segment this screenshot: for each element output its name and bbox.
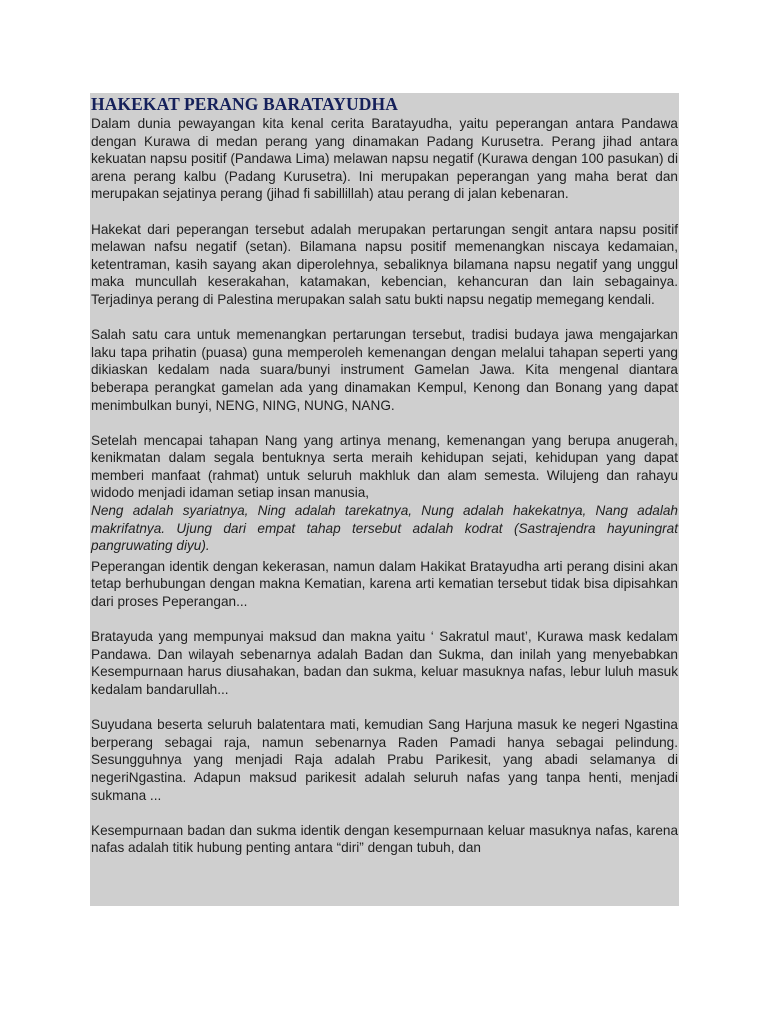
paragraph-hakekat: Hakekat dari peperangan tersebut adalah merupakan pertarungan sengit antara napsu positif melawan nafsu negatif (setan). Bilamana napsu positif memenangkan niscaya kedamaian, ketentraman, kasih sayang akan diperolehnya, sebaliknya bilamana napsu negatif yang unggul maka muncullah keserakahan, katamakan, kebencian, kehancuran dan lain sebagainya. Terjadinya perang di Palestina merupakan salah satu bukti napsu negatip memegang kendali. — [91, 221, 678, 307]
paragraph-neng-ning-nung-nang: Neng adalah syariatnya, Ning adalah tarekatnya, Nung adalah hakekatnya, Nang adalah makrifatnya. Ujung dari empat tahap tersebut adalah kodrat (Sastrajendra hayuningrat pangruwating diyu). — [91, 503, 678, 554]
paragraph-kesempurnaan: Kesempurnaan badan dan sukma identik dengan kesempurnaan keluar masuknya nafas, karena nafas adalah titik hubung penting antara “diri” dengan tubuh, dan — [91, 822, 678, 856]
paragraph-kematian: Peperangan identik dengan kekerasan, namun dalam Hakikat Bratayudha arti perang disini akan tetap berhubungan dengan makna Kematian, karena arti kematian tersebut tidak bisa dipisahkan dari proses Peperangan... — [91, 558, 678, 610]
paragraph-nang: Setelah mencapai tahapan Nang yang artinya menang, kemenangan yang berupa anugerah, kenikmatan dalam segala bentuknya serta meraih kehidupan sejati, kehidupan yang dapat memberi manfaat (rahmat) untuk seluruh makhluk dan alam semesta. Wilujeng dan rahayu widodo menjadi idaman setiap insan manusia, — [91, 432, 678, 501]
article-title: HAKEKAT PERANG BARATAYUDHA — [91, 94, 398, 114]
paragraph-gamelan: Salah satu cara untuk memenangkan pertarungan tersebut, tradisi budaya jawa mengajarkan laku tapa prihatin (puasa) guna memperoleh kemenangan dengan melalui tahapan seperti yang dikiaskan kedalam nada suara/bunyi instrument Gamelan Jawa. Kita mengenal diantara beberapa perangkat gamelan ada yang dinamakan Kempul, Kenong dan Bonang yang dapat menimbulkan bunyi, NENG, NING, NUNG, NANG. — [91, 327, 678, 413]
paragraph-intro: Dalam dunia pewayangan kita kenal cerita Baratayudha, yaitu peperangan antara Pandawa dengan Kurawa di medan perang yang dinamakan Padang Kurusetra. Perang jihad antara kekuatan napsu positif (Pandawa Lima) melawan napsu negatif (Kurawa dengan 100 pasukan) di arena perang kalbu (Padang Kurusetra). Ini merupakan peperangan yang maha berat dan merupakan sejatinya perang (jihad fi sabillillah) atau perang di jalan kebenaran. — [91, 116, 678, 202]
article-text-block — [90, 93, 679, 906]
paragraph-parikesit: Suyudana beserta seluruh balatentara mati, kemudian Sang Harjuna masuk ke negeri Ngastina berperang sebagai raja, namun sebenarnya Raden Pamadi hanya sebagai pelindung. Sesungguhnya yang menjadi Raja adalah Prabu Parikesit, yang abadi selamanya di negeriNgastina. Adapun maksud parikesit adalah seluruh nafas yang tanpa henti, menjadi sukmana ... — [91, 717, 678, 803]
paragraph-sakratul-maut: Bratayuda yang mempunyai maksud dan makna yaitu ‘ Sakratul maut’, Kurawa mask kedalam Pandawa. Dan wilayah sebenarnya adalah Badan dan Sukma, dan inilah yang menyebabkan Kesempurnaan harus diusahakan, badan dan sukma, keluar masuknya nafas, lebur luluh masuk kedalam bandarullah... — [91, 629, 678, 697]
